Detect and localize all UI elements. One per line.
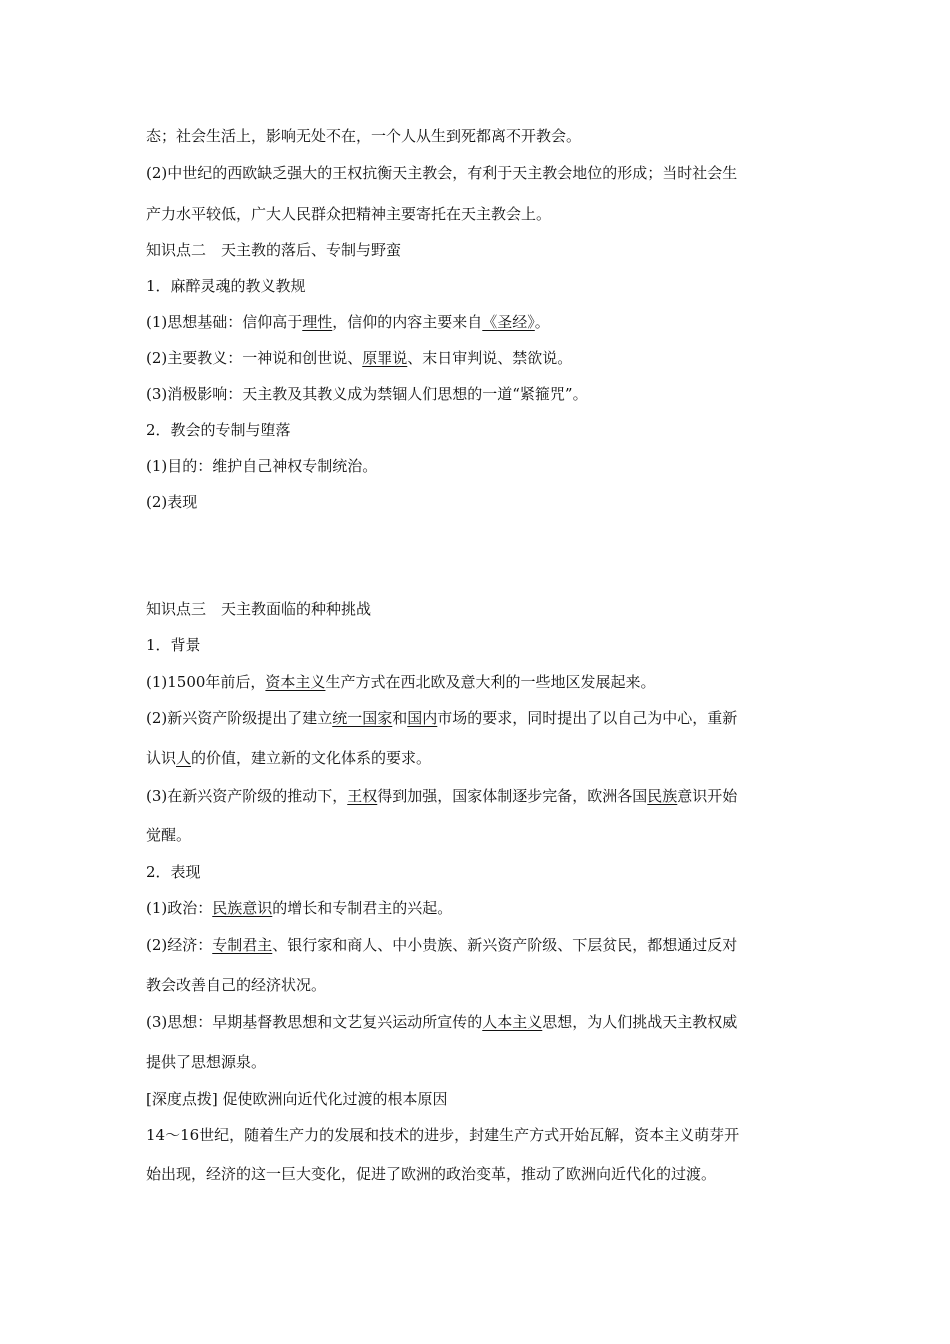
paragraph-line: 教会改善自己的经济状况。: [146, 976, 327, 994]
paragraph-line: [146, 312, 806, 332]
paragraph-line: (3)消极影响：天主教及其教义成为禁锢人们思想的一道“紧箍咒”。: [146, 385, 588, 403]
text-run: (3)思想：早期基督教思想和文艺复兴运动所宣传的: [146, 1013, 483, 1031]
underlined-answer: 《圣经》: [482, 313, 535, 331]
paragraph-line: [146, 708, 806, 728]
paragraph-line: 14～16世纪，随着生产力的发展和技术的进步，封建生产方式开始瓦解，资本主义萌芽开: [146, 1126, 740, 1144]
subsection-heading: 1．麻醉灵魂的教义教规: [146, 277, 306, 295]
section-heading: 知识点三 天主教面临的种种挑战: [146, 600, 372, 618]
text-run: 的增长和专制君主的兴起。: [272, 899, 453, 917]
text-run: (1)思想基础：信仰高于: [146, 313, 303, 331]
underlined-answer: 人本主义: [482, 1013, 543, 1031]
underlined-answer: 国内: [407, 709, 438, 727]
paragraph-line: 提供了思想源泉。: [146, 1053, 267, 1071]
text-run: 、银行家和商人、中小贵族、新兴资产阶级、下层贫民，都想通过反对: [272, 936, 738, 954]
text-run: 和: [392, 709, 408, 727]
paragraph-line: (2)表现: [146, 493, 198, 511]
underlined-answer: 民族意识: [212, 899, 273, 917]
text-run: 市场的要求，同时提出了以自己为中心，重新: [437, 709, 738, 727]
paragraph-line: [146, 935, 806, 955]
text-run: 。: [534, 313, 550, 331]
subsection-heading: 2．表现: [146, 863, 201, 881]
underlined-answer: 理性: [302, 313, 333, 331]
text-run: 的价值，建立新的文化体系的要求。: [191, 749, 432, 767]
paragraph-line: [146, 672, 806, 692]
subsection-heading: 2．教会的专制与堕落: [146, 421, 291, 439]
paragraph-line: 产力水平较低，广大人民群众把精神主要寄托在天主教会上。: [146, 205, 552, 223]
paragraph-line: 觉醒。: [146, 826, 192, 844]
text-run: 意识开始: [677, 787, 738, 805]
text-run: (1)1500年前后，: [146, 673, 266, 691]
paragraph-line: [146, 348, 806, 368]
text-run: (3)在新兴资产阶级的推动下，: [146, 787, 348, 805]
text-run: 思想，为人们挑战天主教权威: [542, 1013, 738, 1031]
text-run: (2)新兴资产阶级提出了建立: [146, 709, 333, 727]
subsection-heading: 1．背景: [146, 636, 201, 654]
text-run: (2)主要教义：一神说和创世说、: [146, 349, 363, 367]
paragraph-line: 始出现，经济的这一巨大变化，促进了欧洲的政治变革，推动了欧洲向近代化的过渡。: [146, 1165, 717, 1183]
paragraph-line: [146, 898, 806, 918]
underlined-answer: 统一国家: [332, 709, 393, 727]
underlined-answer: 王权: [347, 787, 378, 805]
underlined-answer: 原罪说: [362, 349, 408, 367]
text-run: 得到加强，国家体制逐步完备，欧洲各国: [377, 787, 648, 805]
paragraph-line: 态；社会生活上，影响无处不在，一个人从生到死都离不开教会。: [146, 127, 582, 145]
paragraph-line: (2)中世纪的西欧缺乏强大的王权抗衡天主教会，有利于天主教会地位的形成；当时社会生: [146, 164, 738, 182]
paragraph-line: (1)目的：维护自己神权专制统治。: [146, 457, 378, 475]
text-run: (2)经济：: [146, 936, 213, 954]
paragraph-line: [146, 1012, 806, 1032]
paragraph-line: [146, 786, 806, 806]
underlined-answer: 资本主义: [265, 673, 326, 691]
underlined-answer: 人: [176, 749, 192, 767]
underlined-answer: 民族: [647, 787, 678, 805]
text-run: 生产方式在西北欧及意大利的一些地区发展起来。: [325, 673, 656, 691]
underlined-answer: 专制君主: [212, 936, 273, 954]
section-heading: 知识点二 天主教的落后、专制与野蛮: [146, 241, 402, 259]
callout-heading: [深度点拨] 促使欧洲向近代化过渡的根本原因: [146, 1090, 448, 1108]
text-run: (1)政治：: [146, 899, 213, 917]
text-run: 认识: [146, 749, 177, 767]
text-run: ，信仰的内容主要来自: [332, 313, 483, 331]
paragraph-line: [146, 748, 806, 768]
text-run: 、末日审判说、禁欲说。: [407, 349, 573, 367]
